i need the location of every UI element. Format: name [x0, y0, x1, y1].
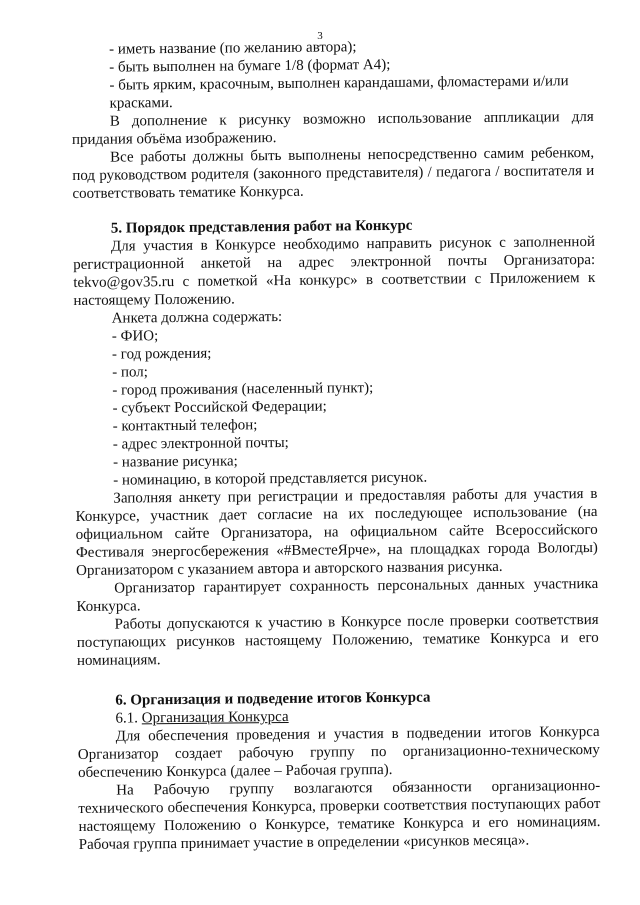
section-6-heading: 6. Организация и подведение итогов Конкурса	[115, 689, 431, 709]
form-item: - город проживания (населенный пункт);	[112, 380, 374, 399]
requirement-item: - быть выполнен на бумаге 1/8 (формат А4);	[109, 56, 391, 76]
subsection-title: Организация Конкурса	[141, 708, 289, 727]
paragraph: Организатор гарантирует сохранность персональных данных участника Конкурса.	[76, 575, 599, 615]
page-number: 3	[317, 30, 323, 42]
form-item: - контактный телефон;	[112, 417, 258, 435]
form-item: - ФИО;	[111, 328, 159, 345]
document-body	[71, 36, 601, 854]
form-intro: Анкета должна содержать:	[111, 308, 283, 327]
paragraph: В дополнение к рисунку возможно использование аппликации для придания объёма изображению.	[71, 108, 594, 148]
requirement-item: - иметь название (по желанию автора);	[109, 39, 357, 58]
section-5-heading: 5. Порядок представления работ на Конкурс	[110, 217, 413, 237]
form-item: - субъект Российской Федерации;	[112, 398, 327, 417]
form-item: - год рождения;	[111, 345, 212, 363]
subsection-number: 6.1.	[115, 710, 139, 727]
paragraph: Заполняя анкету при регистрации и предоставляя работы для участия в Конкурсе, участник дает согласие на их последующее использование (на официальном сайте Организатора, на официальном сайте Всероссийского Фестиваля энергосбережения «#ВместеЯрче», на площадках города Вологды) Организатором с указанием автора и авторского названия рисунка.	[75, 485, 598, 579]
paragraph: Для участия в Конкурсе необходимо направить рисунок с заполненной регистрационной анкетой на адрес электронной почты Организатора: tekvo@gov35.ru с пометкой «На конкурс» в соответствии с Приложением к настоящему Положению.	[73, 233, 596, 309]
requirement-item: - быть ярким, красочным, выполнен карандашами, фломастерами и/или красками.	[109, 73, 569, 112]
form-item: - номинацию, в которой представляется рисунок.	[113, 469, 428, 489]
paragraph: Все работы должны быть выполнены непосредственно самим ребенком, под руководством родителя (законного представителя) / педагога / воспитателя и соответствовать тематике Конкурса.	[72, 144, 595, 202]
form-items-list	[74, 323, 598, 490]
form-item: - адрес электронной почты;	[112, 434, 289, 453]
form-item: - пол;	[112, 364, 148, 381]
paragraph: На Рабочую группу возлагаются обязанности организационно-технического обеспечения Конкурса, проверки соответствия поступающих работ настоящему Положению о Конкурсе, тематике Конкурса и его номинациям. Рабочая группа принимает участие в определении «рисунков месяца».	[78, 777, 601, 853]
form-item: - название рисунка;	[112, 453, 238, 471]
paragraph: Для обеспечения проведения и участия в подведении итогов Конкурса Организатор создает рабочую группу по организационно-техническому обеспечению Конкурса (далее – Рабочая группа).	[77, 723, 600, 781]
paragraph: Работы допускаются к участию в Конкурсе после проверки соответствия поступающих рисунков настоящему Положению, тематике Конкурса и его номинациям.	[76, 611, 599, 669]
